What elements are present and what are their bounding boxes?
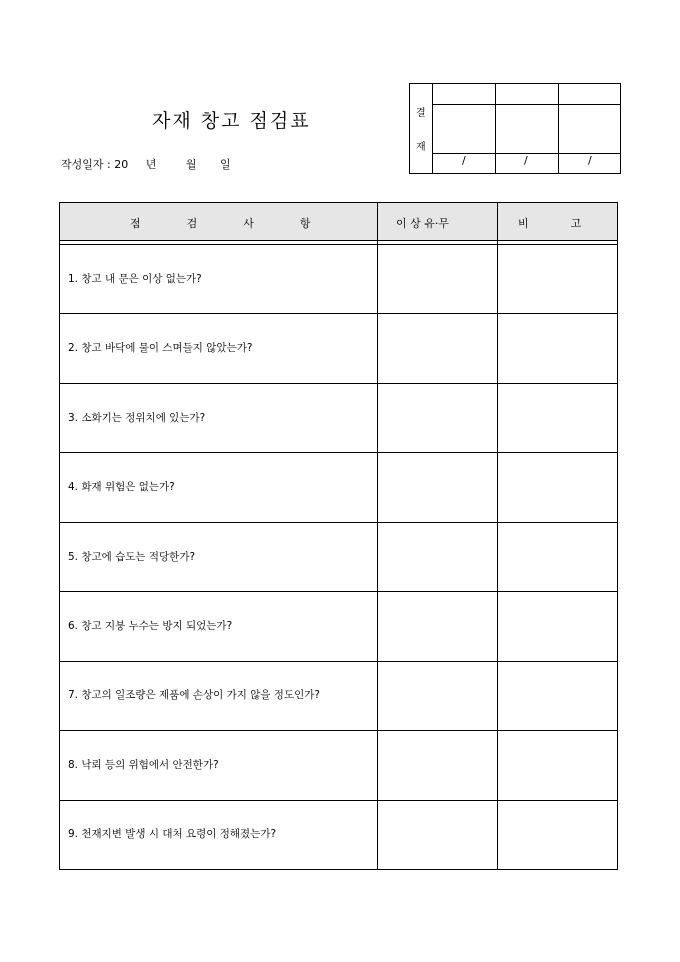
inspection-item: 5. 창고에 습도는 적당한가?: [68, 550, 196, 563]
inspection-item: 8. 낙뢰 등의 위험에서 안전한가?: [68, 758, 219, 771]
approval-label-cell: [410, 84, 433, 173]
header-inspection-item: 점 검 사 항: [130, 217, 311, 230]
date-year-label: 년: [145, 158, 157, 171]
row-divider: [60, 661, 617, 662]
header-double-line: [60, 244, 617, 245]
inspection-item: 2. 창고 바닥에 물이 스며들지 않았는가?: [68, 342, 253, 355]
approval-date-slash-1: /: [462, 154, 466, 167]
inspection-item: 7. 창고의 일조량은 제품에 손상이 가지 않을 정도인가?: [68, 689, 320, 702]
date-day-label: 일: [219, 158, 231, 171]
inspection-item: 1. 창고 내 문은 이상 없는가?: [68, 272, 202, 285]
approval-date-slash-3: /: [588, 154, 592, 167]
inspection-item: 4. 화재 위험은 없는가?: [68, 481, 175, 494]
approval-date-slash-2: /: [524, 154, 528, 167]
approval-label-top: 결: [416, 108, 426, 119]
header-anomaly: 이 상 유·무: [396, 217, 449, 230]
row-divider: [60, 730, 617, 731]
row-divider: [60, 452, 617, 453]
column-divider-2: [497, 203, 498, 869]
row-divider: [60, 383, 617, 384]
table-header-row: [60, 203, 617, 241]
row-divider: [60, 800, 617, 801]
date-label: 작성일자 : 20: [61, 158, 129, 171]
date-month-label: 월: [185, 158, 197, 171]
inspection-table: [59, 202, 618, 870]
document-title: 자재 창고 점검표: [152, 110, 311, 132]
row-divider: [60, 591, 617, 592]
approval-label-bottom: 재: [416, 142, 426, 153]
approval-divider-1: [495, 84, 496, 173]
inspection-item: 6. 창고 지붕 누수는 방지 되었는가?: [68, 619, 233, 632]
inspection-item: 3. 소화기는 정위치에 있는가?: [68, 411, 206, 424]
approval-header-line: [433, 104, 620, 105]
inspection-item: 9. 천재지변 발생 시 대처 요령이 정해졌는가?: [68, 828, 277, 841]
row-divider: [60, 522, 617, 523]
date-line: [61, 156, 231, 172]
column-divider-1: [377, 203, 378, 869]
row-divider: [60, 313, 617, 314]
header-remarks: 비 고: [518, 217, 582, 230]
approval-box: [409, 83, 621, 174]
approval-divider-2: [558, 84, 559, 173]
